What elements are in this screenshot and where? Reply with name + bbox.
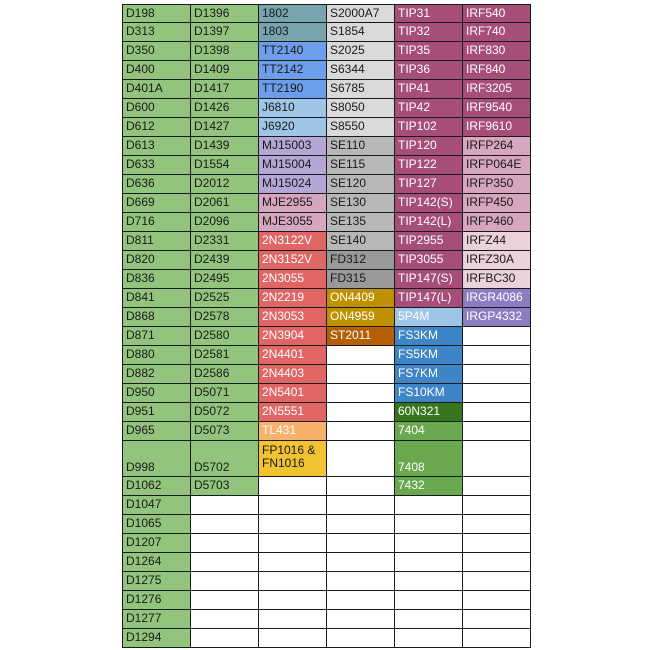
table-cell[interactable]: TIP35: [395, 42, 463, 61]
table-cell[interactable]: D5072: [191, 403, 259, 422]
table-cell[interactable]: D1275: [122, 572, 191, 591]
table-row: [122, 213, 531, 232]
table-cell[interactable]: D1397: [191, 23, 259, 42]
table-cell[interactable]: D1277: [122, 610, 191, 629]
table-cell[interactable]: D1398: [191, 42, 259, 61]
table-cell[interactable]: D1417: [191, 80, 259, 99]
table-cell[interactable]: [463, 515, 531, 534]
table-row: [122, 496, 531, 515]
table-cell[interactable]: D2096: [191, 213, 259, 232]
table-cell[interactable]: 2N4401: [259, 346, 327, 365]
table-cell[interactable]: D633: [122, 156, 191, 175]
table-cell[interactable]: D5073: [191, 422, 259, 441]
table-cell[interactable]: IRFZ44: [463, 232, 531, 251]
table-cell[interactable]: [327, 477, 395, 496]
table-cell[interactable]: [463, 441, 531, 477]
table-cell[interactable]: D2525: [191, 289, 259, 308]
table-cell[interactable]: D1426: [191, 99, 259, 118]
table-row: [122, 477, 531, 496]
table-cell[interactable]: D2586: [191, 365, 259, 384]
table-cell[interactable]: IRFP450: [463, 194, 531, 213]
table-cell[interactable]: IRFBC30: [463, 270, 531, 289]
table-cell[interactable]: [327, 496, 395, 515]
table-cell[interactable]: D2061: [191, 194, 259, 213]
table-cell[interactable]: IRF540: [463, 4, 531, 23]
table-cell[interactable]: IRGR4086: [463, 289, 531, 308]
table-cell[interactable]: [327, 610, 395, 629]
table-cell[interactable]: [463, 553, 531, 572]
table-cell[interactable]: 7432: [395, 477, 463, 496]
table-row: [122, 251, 531, 270]
table-cell[interactable]: 7404: [395, 422, 463, 441]
table-cell[interactable]: D1554: [191, 156, 259, 175]
table-cell[interactable]: [191, 610, 259, 629]
table-row: [122, 346, 531, 365]
table-cell[interactable]: [259, 515, 327, 534]
table-cell[interactable]: D1409: [191, 61, 259, 80]
table-cell[interactable]: J6810: [259, 99, 327, 118]
table-cell[interactable]: D1062: [122, 477, 191, 496]
table-cell[interactable]: [327, 365, 395, 384]
table-cell[interactable]: D811: [122, 232, 191, 251]
table-cell[interactable]: TIP122: [395, 156, 463, 175]
table-cell[interactable]: D836: [122, 270, 191, 289]
table-row: [122, 99, 531, 118]
table-cell[interactable]: D820: [122, 251, 191, 270]
table-cell[interactable]: D965: [122, 422, 191, 441]
table-cell[interactable]: [259, 591, 327, 610]
table-cell[interactable]: D2012: [191, 175, 259, 194]
table-cell[interactable]: SE110: [327, 137, 395, 156]
table-cell[interactable]: S8050: [327, 99, 395, 118]
table-row: [122, 553, 531, 572]
table-row: [122, 403, 531, 422]
table-cell[interactable]: MJE3055: [259, 213, 327, 232]
table-cell[interactable]: SE120: [327, 175, 395, 194]
table-cell[interactable]: TIP120: [395, 137, 463, 156]
table-row: [122, 515, 531, 534]
table-cell[interactable]: D2578: [191, 308, 259, 327]
table-row: [122, 610, 531, 629]
table-cell[interactable]: [259, 496, 327, 515]
table-cell[interactable]: [463, 422, 531, 441]
table-cell[interactable]: [395, 591, 463, 610]
table-row: [122, 42, 531, 61]
table-cell[interactable]: MJ15003: [259, 137, 327, 156]
table-cell[interactable]: IRF9610: [463, 118, 531, 137]
table-row: [122, 308, 531, 327]
table-cell[interactable]: [463, 327, 531, 346]
table-row: [122, 591, 531, 610]
table-cell[interactable]: TIP127: [395, 175, 463, 194]
table-cell[interactable]: D5702: [191, 441, 259, 477]
table-cell[interactable]: SE135: [327, 213, 395, 232]
table-row: [122, 61, 531, 80]
table-row: [122, 365, 531, 384]
table-cell[interactable]: [463, 534, 531, 553]
table-cell[interactable]: S6785: [327, 80, 395, 99]
table-cell[interactable]: [463, 591, 531, 610]
table-cell[interactable]: FP1016 & FN1016: [259, 441, 327, 477]
table-cell[interactable]: [259, 572, 327, 591]
table-cell[interactable]: [259, 610, 327, 629]
table-cell[interactable]: TIP147(L): [395, 289, 463, 308]
spreadsheet-grid: [122, 4, 531, 648]
table-cell[interactable]: [463, 346, 531, 365]
table-row: [122, 118, 531, 137]
table-cell[interactable]: TL431: [259, 422, 327, 441]
table-row: [122, 23, 531, 42]
table-cell[interactable]: S6344: [327, 61, 395, 80]
table-cell[interactable]: D1396: [191, 4, 259, 23]
table-cell[interactable]: SE130: [327, 194, 395, 213]
table-cell[interactable]: MJ15004: [259, 156, 327, 175]
table-cell[interactable]: [327, 591, 395, 610]
table-cell[interactable]: [259, 477, 327, 496]
table-cell[interactable]: TIP41: [395, 80, 463, 99]
table-cell[interactable]: D882: [122, 365, 191, 384]
table-cell[interactable]: D950: [122, 384, 191, 403]
table-cell[interactable]: FS10KM: [395, 384, 463, 403]
table-cell[interactable]: D951: [122, 403, 191, 422]
table-cell[interactable]: [463, 496, 531, 515]
table-cell[interactable]: D313: [122, 23, 191, 42]
table-cell[interactable]: IRFP064E: [463, 156, 531, 175]
table-cell[interactable]: D1427: [191, 118, 259, 137]
table-row: [122, 175, 531, 194]
table-cell[interactable]: D401A: [122, 80, 191, 99]
table-cell[interactable]: TIP32: [395, 23, 463, 42]
table-cell[interactable]: 2N3122V: [259, 232, 327, 251]
table-cell[interactable]: TIP142(L): [395, 213, 463, 232]
table-cell[interactable]: MJ15024: [259, 175, 327, 194]
table-cell[interactable]: D880: [122, 346, 191, 365]
table-row: [122, 422, 531, 441]
table-cell[interactable]: TIP3055: [395, 251, 463, 270]
table-cell[interactable]: 60N321: [395, 403, 463, 422]
table-cell[interactable]: J6920: [259, 118, 327, 137]
table-cell[interactable]: D871: [122, 327, 191, 346]
table-cell[interactable]: TIP147(S): [395, 270, 463, 289]
table-cell[interactable]: IRGP4332: [463, 308, 531, 327]
table-row: [122, 289, 531, 308]
table-cell[interactable]: TT2190: [259, 80, 327, 99]
table-cell[interactable]: 7408: [395, 441, 463, 477]
table-cell[interactable]: D1065: [122, 515, 191, 534]
table-cell[interactable]: 2N5401: [259, 384, 327, 403]
table-cell[interactable]: IRF840: [463, 61, 531, 80]
table-cell[interactable]: D2580: [191, 327, 259, 346]
table-cell[interactable]: SE115: [327, 156, 395, 175]
table-cell[interactable]: 2N3904: [259, 327, 327, 346]
table-cell[interactable]: D868: [122, 308, 191, 327]
table-cell[interactable]: [191, 553, 259, 572]
table-cell[interactable]: TT2142: [259, 61, 327, 80]
table-cell[interactable]: [327, 346, 395, 365]
table-cell[interactable]: D400: [122, 61, 191, 80]
table-cell[interactable]: ON4959: [327, 308, 395, 327]
table-cell[interactable]: 1803: [259, 23, 327, 42]
table-cell[interactable]: 5P4M: [395, 308, 463, 327]
table-cell[interactable]: D613: [122, 137, 191, 156]
table-cell[interactable]: S1854: [327, 23, 395, 42]
table-cell[interactable]: [463, 477, 531, 496]
table-cell[interactable]: TIP142(S): [395, 194, 463, 213]
table-cell[interactable]: [463, 384, 531, 403]
table-cell[interactable]: [191, 591, 259, 610]
table-cell[interactable]: IRFP350: [463, 175, 531, 194]
table-row: [122, 137, 531, 156]
table-cell[interactable]: IRF740: [463, 23, 531, 42]
table-cell[interactable]: FS3KM: [395, 327, 463, 346]
table-cell[interactable]: FS7KM: [395, 365, 463, 384]
table-cell[interactable]: [395, 610, 463, 629]
table-cell[interactable]: ST2011: [327, 327, 395, 346]
table-cell[interactable]: [327, 384, 395, 403]
table-cell[interactable]: TIP36: [395, 61, 463, 80]
table-cell[interactable]: D5071: [191, 384, 259, 403]
table-cell[interactable]: D2331: [191, 232, 259, 251]
table-cell[interactable]: [463, 629, 531, 648]
table-cell[interactable]: 1802: [259, 4, 327, 23]
table-cell[interactable]: [259, 534, 327, 553]
table-cell[interactable]: D1294: [122, 629, 191, 648]
table-cell[interactable]: [327, 553, 395, 572]
table-cell[interactable]: D1439: [191, 137, 259, 156]
table-cell[interactable]: [191, 629, 259, 648]
table-cell[interactable]: D2495: [191, 270, 259, 289]
table-cell[interactable]: [327, 515, 395, 534]
table-cell[interactable]: 2N3152V: [259, 251, 327, 270]
table-cell[interactable]: D636: [122, 175, 191, 194]
table-cell[interactable]: D716: [122, 213, 191, 232]
table-cell[interactable]: TIP31: [395, 4, 463, 23]
table-cell[interactable]: 2N2219: [259, 289, 327, 308]
table-cell[interactable]: [463, 572, 531, 591]
table-cell[interactable]: D612: [122, 118, 191, 137]
table-cell[interactable]: [327, 403, 395, 422]
table-cell[interactable]: [327, 629, 395, 648]
table-cell[interactable]: FS5KM: [395, 346, 463, 365]
table-cell[interactable]: [463, 403, 531, 422]
table-cell[interactable]: D1207: [122, 534, 191, 553]
table-row: [122, 232, 531, 251]
table-cell[interactable]: S8550: [327, 118, 395, 137]
table-row: [122, 80, 531, 99]
table-cell[interactable]: TIP102: [395, 118, 463, 137]
table-cell[interactable]: MJE2955: [259, 194, 327, 213]
table-row: [122, 194, 531, 213]
table-cell[interactable]: IRF9540: [463, 99, 531, 118]
table-cell[interactable]: [463, 610, 531, 629]
table-cell[interactable]: [395, 629, 463, 648]
table-row: [122, 270, 531, 289]
table-cell[interactable]: 2N5551: [259, 403, 327, 422]
table-cell[interactable]: D2581: [191, 346, 259, 365]
table-cell[interactable]: IRFP460: [463, 213, 531, 232]
table-cell[interactable]: D600: [122, 99, 191, 118]
table-row: [122, 4, 531, 23]
table-cell[interactable]: [395, 496, 463, 515]
table-cell[interactable]: 2N3053: [259, 308, 327, 327]
table-cell[interactable]: 2N3055: [259, 270, 327, 289]
table-cell[interactable]: [395, 534, 463, 553]
table-cell[interactable]: [327, 572, 395, 591]
table-cell[interactable]: [259, 629, 327, 648]
table-cell[interactable]: D350: [122, 42, 191, 61]
table-cell[interactable]: SE140: [327, 232, 395, 251]
table-cell[interactable]: TT2140: [259, 42, 327, 61]
table-cell[interactable]: [191, 515, 259, 534]
table-cell[interactable]: IRFP264: [463, 137, 531, 156]
table-row: [122, 384, 531, 403]
table-cell[interactable]: FD312: [327, 251, 395, 270]
table-cell[interactable]: D1276: [122, 591, 191, 610]
table-cell[interactable]: D998: [122, 441, 191, 477]
table-cell[interactable]: IRF830: [463, 42, 531, 61]
table-cell[interactable]: [327, 441, 395, 477]
table-cell[interactable]: S2025: [327, 42, 395, 61]
table-cell[interactable]: [191, 496, 259, 515]
table-row: [122, 572, 531, 591]
table-cell[interactable]: IRF3205: [463, 80, 531, 99]
table-cell[interactable]: [191, 534, 259, 553]
table-cell[interactable]: D841: [122, 289, 191, 308]
table-cell[interactable]: TIP2955: [395, 232, 463, 251]
table-cell[interactable]: [259, 553, 327, 572]
table-cell[interactable]: S2000A7: [327, 4, 395, 23]
table-cell[interactable]: ON4409: [327, 289, 395, 308]
table-cell[interactable]: [395, 572, 463, 591]
table-cell[interactable]: [191, 572, 259, 591]
table-cell[interactable]: D669: [122, 194, 191, 213]
table-cell[interactable]: D5703: [191, 477, 259, 496]
table-cell[interactable]: [395, 515, 463, 534]
table-cell[interactable]: [327, 422, 395, 441]
table-cell[interactable]: [395, 553, 463, 572]
table-row: [122, 629, 531, 648]
table-row: [122, 534, 531, 553]
table-row: [122, 156, 531, 175]
table-cell[interactable]: [463, 365, 531, 384]
table-cell[interactable]: D1264: [122, 553, 191, 572]
table-cell[interactable]: IRFZ30A: [463, 251, 531, 270]
table-cell[interactable]: D1047: [122, 496, 191, 515]
table-cell[interactable]: D2439: [191, 251, 259, 270]
table-cell[interactable]: TIP42: [395, 99, 463, 118]
table-cell[interactable]: FD315: [327, 270, 395, 289]
table-row: [122, 327, 531, 346]
table-cell[interactable]: [327, 534, 395, 553]
table-cell[interactable]: 2N4403: [259, 365, 327, 384]
table-cell[interactable]: D198: [122, 4, 191, 23]
table-row: [122, 441, 531, 477]
